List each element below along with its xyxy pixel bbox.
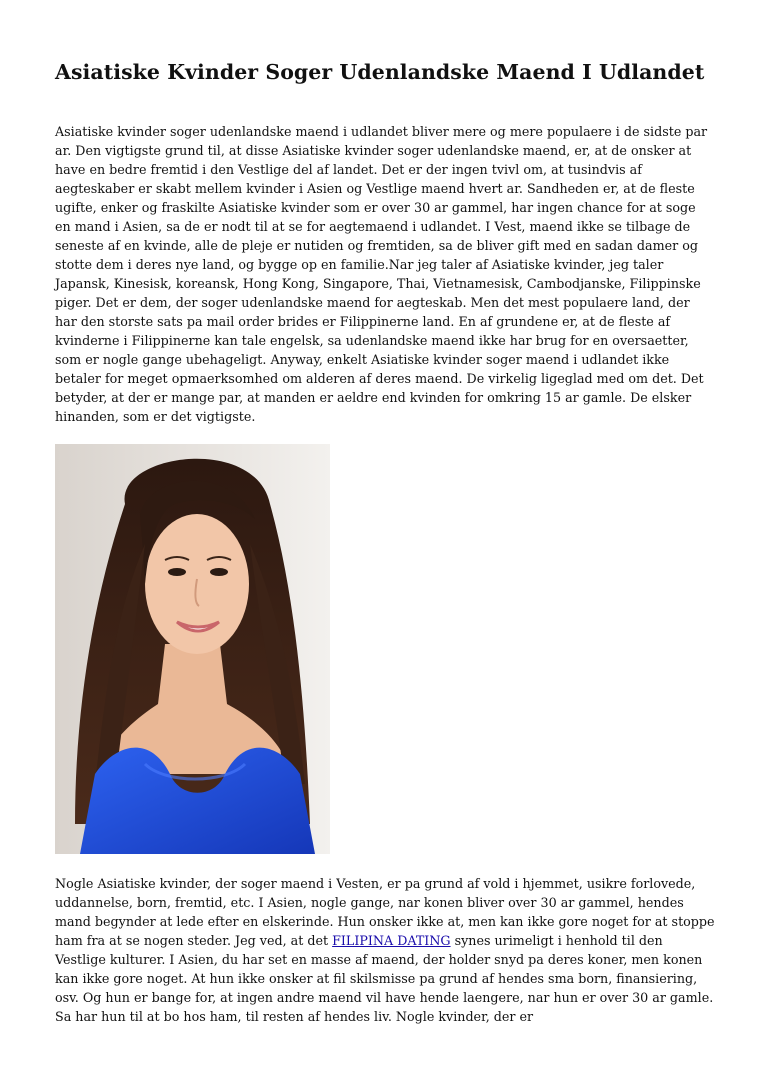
woman-portrait-image: [55, 444, 330, 854]
intro-paragraph: Asiatiske kvinder soger udenlandske maend i udlandet bliver mere og mere populaere i de sidste par ar. Den vigtigste grund til, at disse Asiatiske kvinder soger udenlandske maend, er, at de onsker at have en bedre fremtid i den Vestlige del af landet. Det er der ingen tvivl om, at tusindvis af aegteskaber er skabt mellem kvinder i Asien og Vestlige maend hvert ar. Sandheden er, at de fleste ugifte, enker og fraskilte Asiatiske kvinder som er over 30 ar gammel, har ingen chance for at soge en mand i Asien, sa de er nodt til at se for aegtemaend i udlandet. I Vest, maend ikke se tilbage de seneste af en kvinde, alle de pleje er nutiden og fremtiden, sa de bliver gift med en sadan damer og stotte dem i deres nye land, og bygge op en familie.Nar jeg taler af Asiatiske kvinder, jeg taler Japansk, Kinesisk, koreansk, Hong Kong, Singapore, Thai, Vietnamesisk, Cambodjanske, Filippinske piger. Det er dem, der soger udenlandske maend for aegteskab. Men det mest populaere land, der har den storste sats pa mail order brides er Filippinerne land. En af grundene er, at de fleste af kvinderne i Filippinerne kan tale engelsk, sa udenlandske maend ikke har brug for en oversaetter, som er nogle gange ubehageligt. Anyway, enkelt Asiatiske kvinder soger maend i udlandet ikke betaler for meget opmaerksomhed om alderen af deres maend. De virkelig ligeglad med om det. Det betyder, at der er mange par, at manden er aeldre end kvinden for omkring 15 ar gamle. De elsker hinanden, som er det vigtigste.: [55, 124, 708, 424]
second-paragraph-text-end: synes urimeligt i henhold til den Vestlige kulturer. I Asien, du har set en masse af maend, der holder snyd pa deres koner, men konen kan ikke gore noget. At hun ikke onsker at fil skilsmisse pa grund af hendes sma born, finansiering, osv. Og hun er bange for, at ingen andre maend vil have hende laengere, nar hun er over 30 ar gamle. Sa har hun til at bo hos ham, til resten af hendes liv. Nogle kvinder, der er: [55, 933, 714, 1024]
second-paragraph-text-start: Nogle Asiatiske kvinder, der soger maend i Vesten, er pa grund af vold i hjemmet, usikre forlovede, uddannelse, born, fremtid, etc. I Asien, nogle gange, nar konen bliver over 30 ar gammel, hendes mand begynder at lede efter en elskerinde. Hun onsker ikke at, men kan ikke gore noget for at stoppe ham fra at se nogen steder. Jeg ved, at det: [55, 876, 715, 948]
second-paragraph: [55, 874, 715, 1026]
page-title: Asiatiske Kvinder Soger Udenlandske Maend I Udlandet: [55, 60, 705, 84]
filipina-dating-link[interactable]: FILIPINA DATING: [332, 933, 451, 948]
